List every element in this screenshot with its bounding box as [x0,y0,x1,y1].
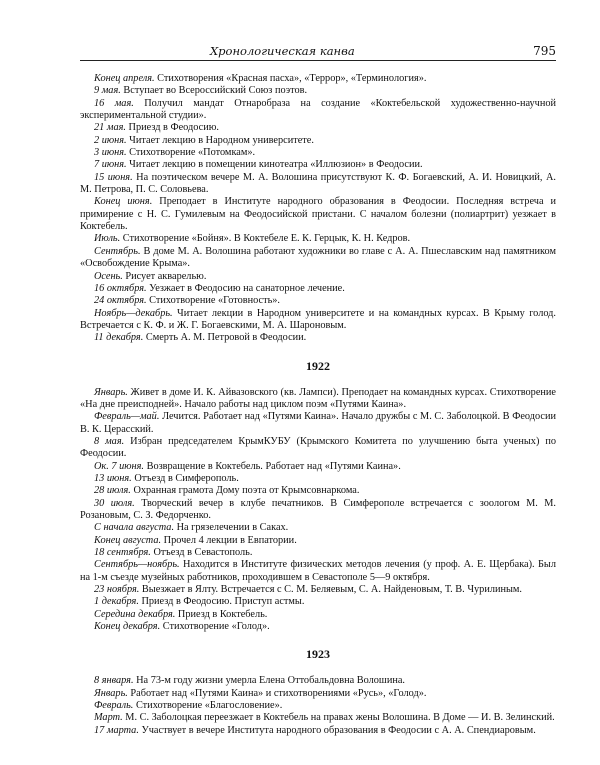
chronology-entry [80,135,556,147]
entry-date: С начала августа. [94,522,175,534]
chronology-entry [80,712,556,724]
chronology-entry [80,308,556,333]
entry-text: Читает лекцию в Народном университете. [126,134,314,146]
entry-text: Стихотворение «Потомкам». [126,147,256,159]
entry-date: 23 ноября. [94,584,140,596]
entry-date: Конец августа. [94,534,162,546]
entry-text: Приезд в Коктебель. [175,608,268,620]
chronology-entry [80,559,556,584]
entry-date: 15 июня. [94,171,133,183]
entry-text: Читает лекцию в помещении кинотеатра «Иллюзион» в Феодосии. [126,159,423,171]
entry-date: Осень. [94,270,123,282]
entry-date: Февраль. [94,700,134,712]
chronology-entry [80,700,556,712]
entry-date: 11 декабря. [94,332,144,344]
entry-text: На поэтическом вечере М. А. Волошина присутствуют К. Ф. Богаевский, А. И. Новицкий, А. М. Петрова, П. С. Соловьева. [80,171,557,196]
entry-date: Ок. 7 июня. [94,460,145,472]
entry-text: Охранная грамота Дому поэта от Крымсовнаркома. [130,485,360,497]
entry-text: Рисует акварелью. [122,270,207,282]
entry-text: Избран председателем КрымКУБУ (Крымского Комитета по улучшению быта ученых) по Феодосии. [80,435,556,460]
chronology-entry [80,547,556,559]
entry-date: Январь. [94,687,128,699]
entry-text: В доме М. А. Волошина работают художники во главе с А. А. Пшеславским над памятником «Освобождение Крыма». [80,245,556,270]
chronology-entry [80,387,556,412]
entry-text: Живет в доме И. К. Айвазовского (кв. Лампси). Преподает на командных курсах. Стихотворение «На дне преисподней». Начало работы над циклом поэм «Путями Каина». [80,386,556,410]
entry-date: Конец апреля. [94,73,155,84]
chronology-entry [80,332,556,344]
running-title: Хронологическая канва [210,44,355,58]
entry-text: Стихотворение «Бойня». В Коктебеле Е. К. Герцык, К. Н. Кедров. [120,233,411,245]
entry-text: На 73-м году жизни умерла Елена Оттобальдовна Волошина. [133,675,405,687]
chronology-entry [80,584,556,596]
entry-text: Уезжает в Феодосию на санаторное лечение. [146,282,345,294]
entry-text: Читает лекции в Народном университете и на командных курсах. В Крыму голод. Встречается с К. Ф. и Ж. Г. Богаевскими, М. А. Шароновым. [80,307,556,331]
chronology-entry [80,233,556,245]
entry-date: 13 июня. [94,472,132,484]
chronology-entry [80,461,556,473]
entry-date: Сентябрь—ноябрь. [94,559,180,571]
entry-date: Середина декабря. [94,608,176,620]
entry-date: Март. [94,712,123,724]
entry-text: Стихотворение «Готовность». [146,295,281,307]
chronology-entry [80,609,556,621]
entry-text: Возвращение в Коктебель. Работает над «Путями Каина». [144,460,401,472]
entry-date: 28 июля. [94,485,131,497]
entry-text: М. С. Заболоцкая переезжает в Коктебель на правах жены Волошина. В Доме — И. В. Зелинский. [122,712,555,724]
chronology-entry [80,159,556,171]
entry-text: Преподает в Институте народного образования в Феодосии. Последняя встреча и примирение с Н. С. Гумилевым на Феодосийской пристани. С началом болезни (полиартрит) уезжает в Коктебель. [80,196,557,233]
chronology-entry [80,196,556,233]
entry-date: Февраль—май. [94,411,160,423]
chronology-entry [80,535,556,547]
chronology-entry [80,73,556,85]
entry-date: Ноябрь—декабрь. [94,307,173,319]
chronology-entry [80,411,556,436]
chronology-entry [80,172,556,197]
entry-text: Лечится. Работает над «Путями Каина». Начало дружбы с М. С. Заболоцкой. В Феодосии В. К. Церасский. [80,411,556,435]
chronology-entry [80,688,556,700]
entry-date: Конец декабря. [94,621,161,633]
entry-date: 17 марта. [94,724,139,736]
chronology-entry [80,85,556,97]
chronology-entry [80,271,556,283]
running-head [80,44,556,61]
entry-text: На грязелечении в Саках. [174,522,289,534]
entry-date: 30 июля. [94,497,135,509]
entry-text: Приезд в Феодосию. Приступ астмы. [138,596,305,608]
entry-date: Сентябрь. [94,245,141,257]
entry-date: 16 мая. [94,97,134,109]
chronology-entry [80,98,556,123]
entry-date: 24 октября. [94,295,147,307]
entry-text: Отъезд в Севастополь. [150,547,253,559]
chronology-entry [80,295,556,307]
entry-text: Стихотворение «Голод». [160,621,270,633]
chronology-entry [80,522,556,534]
entry-text: Получил мандат Отнаробраза на создание «Коктебельской художественно-научной экспериментальной студии». [80,97,557,122]
entry-text: Прочел 4 лекции в Евпатории. [161,534,297,546]
entry-date: 7 июня. [94,159,127,171]
chronology-entry [80,283,556,295]
chronology-entry [80,596,556,608]
entry-text: Стихотворение «Благословение». [133,700,283,712]
year-heading: 1922 [306,358,330,373]
entry-date: 16 октября. [94,282,147,294]
entry-text: Участвует в вечере Института народного образования в Феодосии с А. А. Спендиаровым. [138,724,536,736]
chronology-entry [80,725,556,737]
entry-date: Январь. [94,386,128,398]
entry-text: Приезд в Феодосию. [125,122,219,134]
chronology-entry [80,621,556,633]
chronology-entry [80,485,556,497]
entry-date: 18 сентября. [94,547,151,559]
entry-text: Смерть А. М. Петровой в Феодосии. [143,332,307,344]
entry-date: 1 декабря. [94,596,139,608]
entry-text: Находится в Институте физических методов лечения (у проф. А. Е. Щербака). Был на 1-м съезде музейных работников, проходившем в Севастополе 5—9 октября. [80,559,556,583]
chronology-entry [80,122,556,134]
chronology-body [80,73,556,737]
entry-text: Стихотворения «Красная пасха», «Террор», «Терминология». [154,73,427,84]
entry-date: Июль. [94,233,121,245]
chronology-entry [80,675,556,687]
chronology-entry [80,246,556,271]
entry-text: Вступает во Всероссийский Союз поэтов. [120,85,308,97]
chronology-entry [80,498,556,523]
entry-text: Отъезд в Симферополь. [131,472,239,484]
entry-date: 3 июня. [94,147,127,159]
entry-text: Работает над «Путями Каина» и стихотворениями «Русь», «Голод». [127,687,427,699]
entry-date: 8 мая. [94,435,125,447]
year-heading: 1923 [306,647,330,662]
chronology-entry [80,147,556,159]
chronology-entry [80,473,556,485]
entry-date: 21 мая. [94,122,126,134]
entry-text: Творческий вечер в клубе печатников. В Симферополе встречается с зоологом М. М. Розановым, С. З. Федорченко. [80,497,557,521]
entry-date: 8 января. [94,675,134,687]
entry-date: 9 мая. [94,85,121,97]
entry-date: Конец июня. [94,196,153,208]
chronology-entry [80,436,556,461]
entry-date: 2 июня. [94,134,127,146]
page-number: 795 [533,44,556,58]
entry-text: Выезжает в Ялту. Встречается с С. М. Беляевым, С. А. Найденовым, Т. В. Чурилиным. [139,584,522,596]
